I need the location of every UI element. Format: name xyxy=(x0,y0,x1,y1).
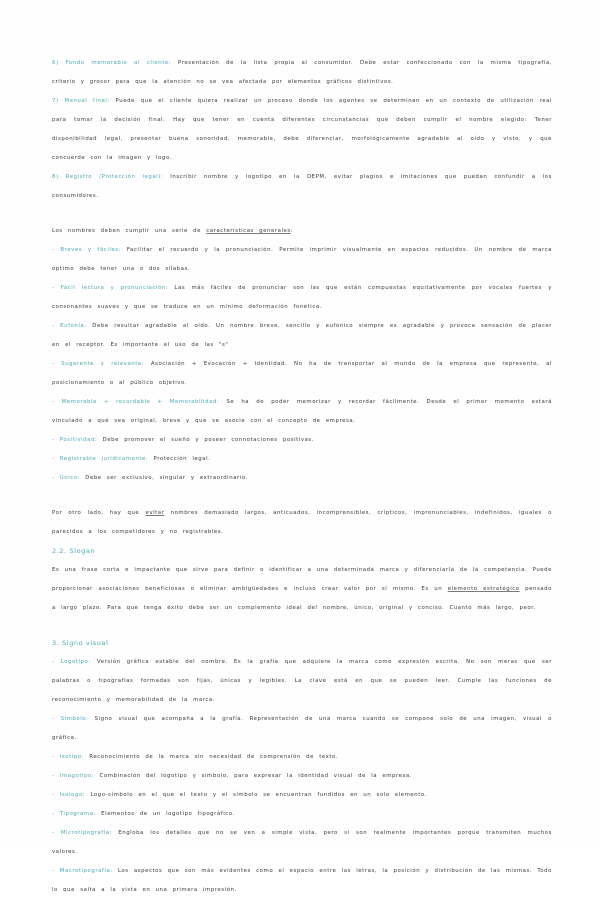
visual-item xyxy=(52,710,552,748)
slogan-paragraph xyxy=(52,561,552,618)
step-text: Puede que el cliente quiera realizar un proceso donde los agentes se determinan en un contexto de utilización real para tomar la decisión final. Hay que tener en cuenta diferentes circunstancias que deben cumplir el nombre elegido: Tener disponibilidad legal, presentar buena sonoridad, memorable, debe diferenciar, morfológicamente agradable al oído y visto, y que concuerde con la imagen y logo. xyxy=(52,98,552,161)
feature-term: - Fácil lectura y pronunciación: xyxy=(52,285,169,291)
feature-term: - Positividad: xyxy=(52,437,98,443)
visual-term: - Isotipo: xyxy=(52,754,85,760)
step-text: Presentación de la lista propia al consumidor. Debe estar confeccionado con la misma tipografía, criterio y grosor para que la atención no se vea afectada por elementos gráficos distintivos. xyxy=(52,60,552,85)
visual-term: - Logotipo: xyxy=(52,659,91,665)
visual-term: - Isologo: xyxy=(52,792,86,798)
step-paragraph xyxy=(52,54,552,92)
feature-term: - Único: xyxy=(52,475,80,481)
visual-item xyxy=(52,862,552,900)
visual-item xyxy=(52,786,552,805)
feature-text: Debe promover el sueño y poseer connotaciones positivas. xyxy=(97,437,315,443)
feature-item xyxy=(52,241,552,279)
slogan-after: pensado a largo plazo. Para que tenga éxito debe ser un complemento ideal del nombre, único, original y conciso. Cuanto más largo, peor. xyxy=(52,586,552,611)
visual-text: Elementos de un logotipo tipográfico. xyxy=(95,811,235,817)
feature-item xyxy=(52,393,552,431)
visual-item xyxy=(52,824,552,862)
feature-text: Protección legal. xyxy=(148,456,211,462)
visual-item xyxy=(52,653,552,710)
visual-term: - Tipograma: xyxy=(52,811,96,817)
step-paragraph xyxy=(52,92,552,168)
step-term: 7) Manual final: xyxy=(52,98,110,104)
naming-steps xyxy=(52,54,552,206)
step-term: 8) Registro (Protección legal): xyxy=(52,174,164,180)
feature-item xyxy=(52,355,552,393)
slogan-underlined: elemento estratégico xyxy=(447,586,520,592)
visual-text: Signo visual que acompaña a la grafía. Representación de una marca cuando se compone solo de una imagen, visual o gráfica. xyxy=(52,716,552,741)
feature-term: - Memorable + recordable + Memorabilidad: xyxy=(52,399,220,405)
feature-list xyxy=(52,241,552,488)
feature-text: Las más fáciles de pronunciar son las que están compuestas equitativamente por vocales fuertes y consonantes suaves y que se traduce en un mínimo deformación fonética. xyxy=(52,285,553,310)
visual-item xyxy=(52,767,552,786)
visual-item xyxy=(52,805,552,824)
feature-text: Facilitar el recuerdo y la pronunciación. Permite imprimir visualmente en espacios reducidos. Un nombre de marca óptimo debe tener una o dos sílabas. xyxy=(52,247,552,272)
visual-text: Combinación del logotipo y símbolo, para expresar la identidad visual de la empresa. xyxy=(94,773,413,779)
visual-term: - Microtipografía: xyxy=(52,830,112,836)
visual-heading: 3. Signo visual xyxy=(52,639,109,647)
visual-text: Los aspectos que son más evidentes como el espacio entre las letras, la posición y distribución de las mismas. Todo lo que salta a la vista en una primera impresión. xyxy=(52,868,552,893)
feature-term: - Registrable jurídicamente: xyxy=(52,456,149,462)
step-text: Inscribir nombre y logotipo en la OEPM, evitar plagios e imitaciones que puedan confundir a los consumidores. xyxy=(52,174,552,199)
feature-text: Debe ser exclusivo, singular y extraordinario. xyxy=(80,475,248,481)
feature-item xyxy=(52,317,552,355)
visual-text: Versión gráfica estable del nombre. Es la grafía que adquiere la marca como expresión escrita. No son meras que ser palabras o tipografías formadas son fijas, únicas y legibles. La clave está en que se pueden leer. Cumple las funciones de reconocimiento y memorabilidad de la marca. xyxy=(52,659,552,703)
feature-text: Se ha de poder memorizar y recordar fácilmente. Desde el primer momento estará vinculado a qué sea original, breve y que se asocie con el concepto de empresa. xyxy=(52,399,552,424)
visual-text: Logo-símbolo en el que el texto y el símbolo se encuentran fundidos en un solo elemento. xyxy=(85,792,427,798)
avoid-before: Por otro lado, hay que xyxy=(52,510,146,516)
feature-term: - Eufonía: xyxy=(52,323,87,329)
step-paragraph xyxy=(52,168,552,206)
visual-text: Engloba los detalles que no se ven a simple vista, pero si son realmente importantes porque transmiten muchos valores. xyxy=(52,830,552,855)
features-intro xyxy=(52,222,552,241)
feature-item xyxy=(52,431,552,450)
feature-item xyxy=(52,469,552,488)
intro-after: : xyxy=(290,228,294,234)
visual-term: - Imagotipo: xyxy=(52,773,95,779)
visual-item xyxy=(52,748,552,767)
feature-item xyxy=(52,450,552,469)
avoid-underlined: evitar xyxy=(145,510,165,516)
visual-term: - Símbolo: xyxy=(52,716,89,722)
avoid-paragraph xyxy=(52,504,552,542)
feature-term: - Breves y fáciles: xyxy=(52,247,122,253)
visual-list xyxy=(52,653,552,900)
slogan-before: Es una frase corta e impactante que sirve para definir o identificar a una determinada marca y diferenciarla de la competencia. Puede proporcionar asociaciones beneficiosas o eliminar ambigüedades e incluso crear valor por sí mismo. Es un xyxy=(52,567,552,592)
avoid-after: nombres demasiado largos, anticuados, incomprensibles, crípticos, impronunciables, indefinidos, iguales o parecidos a los competidores y no registrables. xyxy=(52,510,552,535)
visual-term: - Macrotipografía: xyxy=(52,868,113,874)
feature-text: Debe resultar agradable al oído. Un nombre breve, sencillo y eufónico siempre es agradable y provoca sensación de placer en el receptor. Es importante el uso de las "s" xyxy=(52,323,552,348)
visual-text: Reconocimiento de la marca sin necesidad de comprensión de texto. xyxy=(84,754,339,760)
feature-term: - Sugerente y relevante: xyxy=(52,361,145,367)
notes-content xyxy=(52,54,552,900)
intro-underlined: características generales xyxy=(206,228,291,234)
step-term: 6) Fondo memorable al cliente: xyxy=(52,60,172,66)
feature-item xyxy=(52,279,552,317)
intro-before: Los nombres deben cumplir una serie de xyxy=(52,228,207,234)
slogan-heading: 2.2. Slogan xyxy=(52,547,96,555)
feature-text: Asociación + Evocación + Identidad. No ha de transportar al mundo de la empresa que represente, al posicionamiento o al público objetivo. xyxy=(52,361,553,386)
